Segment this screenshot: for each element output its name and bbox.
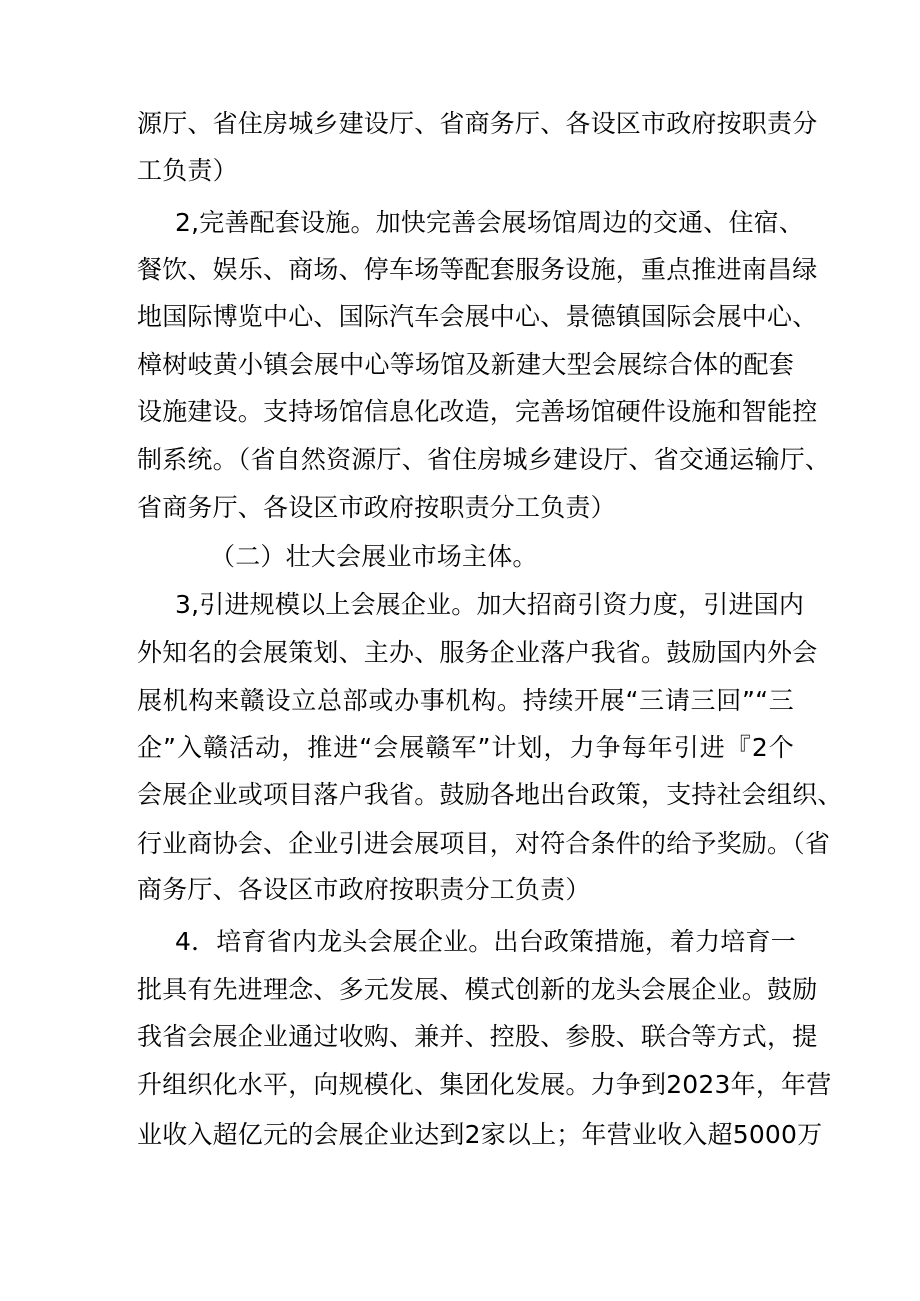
text-line: 外知名的会展策划、主办、服务企业落户我省。鼓励国内外会 xyxy=(137,638,818,667)
text-line: 工负责） xyxy=(137,156,238,185)
text-line: 设施建设。支持场馆信息化改造，完善场馆硬件设施和智能控 xyxy=(137,397,818,426)
text-line: 省商务厅、各设区市政府按职责分工负责） xyxy=(137,493,616,522)
text-line: 行业商协会、企业引进会展项目，对符合条件的给予奖励。（省 xyxy=(137,829,831,858)
text-line: 企”入赣活动，推进“会展赣军”计划，力争每年引进『2个 xyxy=(137,733,794,762)
text-line: 商务厅、各设区市政府按职责分工负责） xyxy=(137,875,591,904)
text-line: 地国际博览中心、国际汽车会展中心、景德镇国际会展中心、 xyxy=(137,302,818,331)
text-line: 樟树岐黄小镇会展中心等场馆及新建大型会展综合体的配套 xyxy=(137,350,794,379)
text-line: 4．培育省内龙头会展企业。出台政策措施，着力培育一 xyxy=(175,927,796,956)
text-line: 我省会展企业通过收购、兼并、控股、参股、联合等方式，提 xyxy=(137,1022,818,1051)
text-line: 批具有先进理念、多元发展、模式创新的龙头会展企业。鼓励 xyxy=(137,975,818,1004)
section-heading: （二）壮大会展业市场主体。 xyxy=(210,542,538,571)
text-line: 展机构来赣设立总部或办事机构。持续开展“三请三回”“三 xyxy=(137,686,794,715)
text-line: 2,完善配套设施。加快完善会展场馆周边的交通、住宿、 xyxy=(175,208,805,237)
text-line: 源厅、省住房城乡建设厅、省商务厅、各设区市政府按职责分 xyxy=(137,109,818,138)
text-line: 升组织化水平，向规模化、集团化发展。力争到2023年，年营 xyxy=(137,1070,832,1099)
text-line: 业收入超亿元的会展企业达到2家以上；年营业收入超5000万 xyxy=(137,1120,823,1149)
text-line: 会展企业或项目落户我省。鼓励各地出台政策，支持社会组织、 xyxy=(137,780,843,809)
text-line: 制系统。（省自然资源厅、省住房城乡建设厅、省交通运输厅、 xyxy=(137,445,831,474)
text-line: 餐饮、娱乐、商场、停车场等配套服务设施，重点推进南昌绿 xyxy=(137,255,818,284)
text-line: 3,引进规模以上会展企业。加大招商引资力度，引进国内 xyxy=(175,590,805,619)
